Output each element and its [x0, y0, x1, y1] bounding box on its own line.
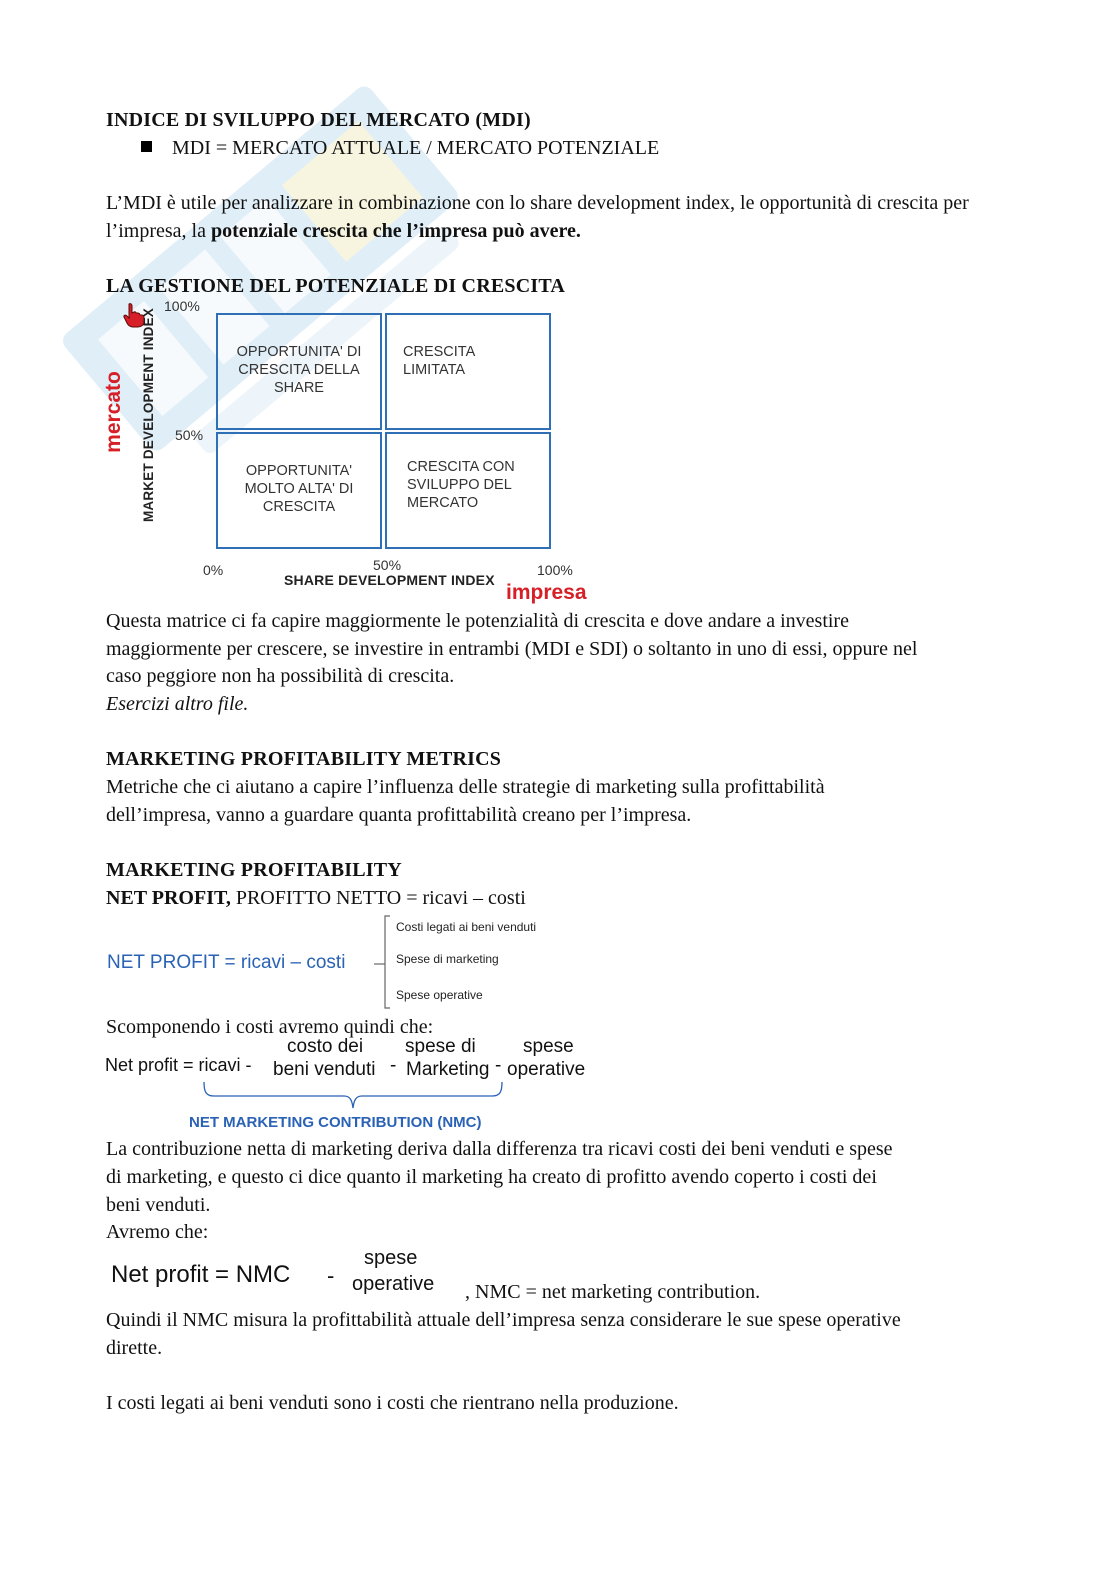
quadrant-bottom-right-line1: CRESCITA CON	[407, 459, 515, 475]
nmc-brace	[200, 1080, 506, 1112]
net-profit-rest: PROFITTO NETTO = ricavi – costi	[230, 887, 526, 909]
quindi-line2: dirette.	[106, 1337, 163, 1359]
contrib-line1: La contribuzione netta di marketing deriva dalla differenza tra ricavi costi dei beni venduti e spese	[106, 1138, 893, 1160]
quadrant-top-right-line1: CRESCITA	[403, 344, 476, 360]
exercise-note: Esercizi altro file.	[106, 693, 249, 715]
quadrant-top-left-line2: CRESCITA DELLA	[238, 362, 360, 378]
cost-item-marketing: Spese di marketing	[396, 952, 499, 966]
quindi-line1: Quindi il NMC misura la profittabilità attuale dell’impresa senza considerare le sue spese operative	[106, 1309, 901, 1331]
eq3-suffix: , NMC = net marketing contribution.	[465, 1281, 761, 1303]
eq2-minus2: -	[495, 1055, 502, 1076]
x-tick-50: 50%	[373, 557, 402, 573]
quadrant-bottom-left-line2: MOLTO ALTA' DI	[244, 481, 354, 497]
quadrant-top-left-line3: SHARE	[274, 380, 324, 396]
metrics-para-line2: dell’impresa, vanno a guardare quanta profittabilità creano per l’impresa.	[106, 804, 692, 826]
eq3-top: spese	[364, 1247, 418, 1269]
metrics-para-line1: Metriche che ci aiutano a capire l’influenza delle strategie di marketing sulla profittabilità	[106, 776, 825, 798]
quadrant-bottom-right-line2: SVILUPPO DEL	[407, 477, 512, 493]
avremo-line: Avremo che:	[106, 1221, 209, 1243]
mdi-paragraph-bold: potenziale crescita che l’impresa può avere.	[210, 220, 581, 242]
costi-line: I costi legati ai beni venduti sono i costi che rientrano nella produzione.	[106, 1392, 679, 1414]
eq2-term2-bottom: Marketing	[406, 1059, 490, 1080]
net-profit-definition	[106, 884, 526, 912]
quadrant-top-left-line1: OPPORTUNITA' DI	[236, 344, 362, 360]
mdi-formula: MDI = MERCATO ATTUALE / MERCATO POTENZIALE	[172, 137, 660, 159]
net-profit-diagram-formula: NET PROFIT = ricavi – costi	[107, 952, 346, 973]
bullet-square	[141, 141, 152, 152]
scomponendo-line: Scomponendo i costi avremo quindi che:	[106, 1016, 434, 1038]
quadrant-bottom-right-line3: MERCATO	[407, 495, 479, 511]
quadrant-top-right	[385, 313, 551, 430]
cost-item-goods: Costi legati ai beni venduti	[396, 920, 537, 934]
matrix-para-line3: caso peggiore non ha possibilità di crescita.	[106, 665, 455, 687]
section-title-metrics: MARKETING PROFITABILITY METRICS	[106, 748, 502, 770]
section-title-profitability: MARKETING PROFITABILITY	[106, 859, 402, 881]
matrix-para-line1: Questa matrice ci fa capire maggiormente le potenzialità di crescita e dove andare a investire	[106, 610, 849, 632]
x-tick-100: 100%	[537, 562, 573, 578]
eq3-lhs: Net profit = NMC	[111, 1261, 291, 1288]
net-profit-bold: NET PROFIT,	[106, 887, 231, 909]
mdi-paragraph-text: L’MDI è utile per analizzare in combinazione con lo share development index, le opportunità di crescita per l’impresa, la	[106, 192, 969, 242]
mdi-paragraph	[106, 189, 1006, 245]
y-axis-title: MARKET DEVELOPMENT INDEX	[141, 307, 156, 523]
y-tick-50: 50%	[175, 427, 204, 443]
eq2-minus1: -	[390, 1055, 397, 1076]
quadrant-bottom-left-line1: OPPORTUNITA'	[245, 463, 353, 479]
section-title-gestione: LA GESTIONE DEL POTENZIALE DI CRESCITA	[106, 275, 566, 297]
eq3-bottom: operative	[352, 1273, 435, 1295]
quadrant-top-right-line2: LIMITATA	[403, 362, 466, 378]
eq2-lhs: Net profit = ricavi -	[105, 1055, 252, 1075]
growth-matrix	[100, 296, 610, 608]
nmc-label: NET MARKETING CONTRIBUTION (NMC)	[189, 1114, 482, 1131]
section-title-mdi: INDICE DI SVILUPPO DEL MERCATO (MDI)	[106, 109, 531, 131]
quadrant-bottom-right	[385, 432, 551, 549]
cost-item-operative: Spese operative	[396, 988, 483, 1002]
eq2-term2-top: spese di	[405, 1036, 476, 1057]
x-tick-0: 0%	[203, 562, 224, 578]
y-tick-100: 100%	[164, 298, 200, 314]
eq3-minus: -	[327, 1263, 335, 1288]
eq2-term1-bottom: beni venduti	[273, 1059, 376, 1080]
x-axis-side-label: impresa	[506, 581, 587, 604]
quadrant-top-left	[216, 313, 382, 430]
y-axis-side-label: mercato	[102, 371, 125, 453]
cost-bracket	[370, 912, 394, 1012]
contrib-line2: di marketing, e questo ci dice quanto il marketing ha creato di profitto avendo coperto i costi dei	[106, 1166, 877, 1188]
quadrant-bottom-left-line3: CRESCITA	[262, 499, 336, 515]
x-axis-title: SHARE DEVELOPMENT INDEX	[284, 572, 495, 588]
eq2-term1-top: costo dei	[287, 1036, 364, 1057]
matrix-para-line2: maggiormente per crescere, se investire in entrambi (MDI e SDI) o soltanto in uno di essi, oppure nel	[106, 638, 918, 660]
eq2-term3-bottom: operative	[507, 1059, 586, 1080]
quadrant-bottom-left	[216, 432, 382, 549]
eq2-term3-top: spese	[523, 1036, 574, 1057]
contrib-line3: beni venduti.	[106, 1194, 211, 1216]
